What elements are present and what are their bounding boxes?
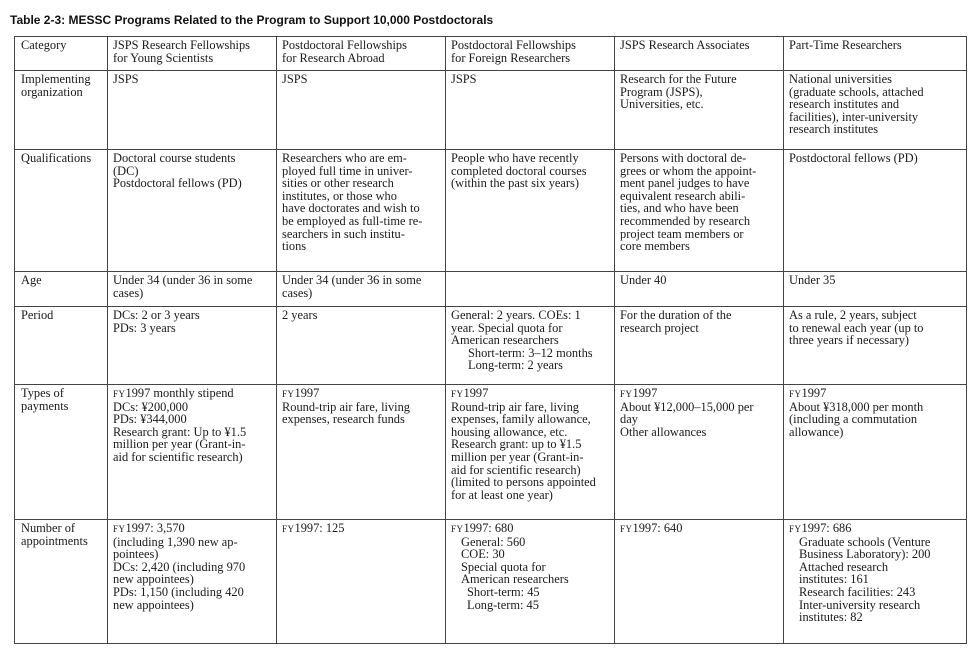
row-label-line: Qualifications bbox=[21, 151, 92, 165]
cell-text: 1997 monthly stipend bbox=[125, 386, 234, 400]
cell-line: for at least one year) bbox=[451, 487, 553, 502]
cell-line: tions bbox=[282, 239, 307, 254]
cell bbox=[784, 150, 967, 272]
cell-line: Persons with doctoral de- bbox=[620, 151, 747, 165]
header-category bbox=[15, 37, 108, 71]
header-line: Postdoctoral Fellowships bbox=[451, 38, 576, 52]
cell-line: ployed full time in univer- bbox=[282, 163, 413, 178]
row-label-implementing bbox=[15, 71, 108, 150]
row-label-appointments bbox=[15, 520, 108, 644]
cell-line bbox=[789, 522, 963, 536]
row-label-period bbox=[15, 307, 108, 385]
cell bbox=[108, 272, 277, 307]
cell-line: Under 34 (under 36 in some bbox=[113, 273, 253, 287]
cell-line bbox=[451, 387, 611, 401]
cell-line: Short-term: 45 bbox=[467, 584, 540, 599]
fy-prefix: FY bbox=[282, 524, 295, 534]
cell-line: equivalent research abili- bbox=[620, 188, 746, 203]
cell-line: Attached research bbox=[799, 559, 889, 574]
cell-line: American researchers bbox=[451, 333, 559, 348]
cell-line bbox=[789, 387, 963, 401]
cell-line: PDs: ¥344,000 bbox=[113, 412, 187, 427]
cell-line: completed doctoral courses bbox=[451, 163, 587, 178]
cell-line: COE: 30 bbox=[461, 547, 505, 562]
cell-line: new appointees) bbox=[113, 597, 194, 612]
cell-line: (including a commutation bbox=[789, 412, 918, 427]
header-line: Part-Time Researchers bbox=[789, 38, 902, 52]
cell-line bbox=[620, 387, 780, 401]
cell bbox=[277, 71, 446, 150]
cell-line: 2 years bbox=[282, 308, 318, 322]
cell-line: be employed as full-time re- bbox=[282, 213, 423, 228]
cell-line: DCs: ¥200,000 bbox=[113, 399, 189, 414]
cell-line: Doctoral course students bbox=[113, 151, 236, 165]
cell bbox=[108, 150, 277, 272]
cell bbox=[615, 307, 784, 385]
header-line: Postdoctoral Fellowships bbox=[282, 38, 407, 52]
cell-line: expenses, research funds bbox=[282, 412, 405, 427]
cell-line: research institutes and bbox=[789, 97, 900, 112]
fy-prefix: FY bbox=[282, 389, 295, 399]
cell-line: allowance) bbox=[789, 424, 844, 439]
cell-line: About ¥12,000–15,000 per bbox=[620, 399, 754, 414]
cell-line: (graduate schools, attached bbox=[789, 84, 924, 99]
cell-line: DCs: 2,420 (including 970 bbox=[113, 559, 246, 574]
cell bbox=[446, 307, 615, 385]
row-appointments bbox=[15, 520, 967, 644]
cell-line: recommended by research bbox=[620, 213, 751, 228]
cell-line: Program (JSPS), bbox=[620, 84, 703, 99]
fy-prefix: FY bbox=[451, 524, 464, 534]
header-line: JSPS Research Fellowships bbox=[113, 38, 250, 52]
cell-line: cases) bbox=[113, 285, 144, 300]
cell-text: 1997: 125 bbox=[294, 521, 345, 535]
cell-line: project team members or bbox=[620, 226, 744, 241]
cell-line: Long-term: 45 bbox=[467, 597, 539, 612]
row-label-line: Period bbox=[21, 308, 54, 322]
cell bbox=[108, 307, 277, 385]
header-category-label: Category bbox=[21, 38, 67, 52]
cell bbox=[277, 385, 446, 520]
cell-line: Under 40 bbox=[620, 273, 667, 287]
cell-line: For the duration of the bbox=[620, 308, 732, 322]
cell bbox=[784, 307, 967, 385]
cell bbox=[277, 307, 446, 385]
cell bbox=[615, 150, 784, 272]
cell-text: 1997: 3,570 bbox=[125, 521, 185, 535]
fy-prefix: FY bbox=[620, 389, 633, 399]
cell bbox=[277, 150, 446, 272]
cell-line: grees or whom the appoint- bbox=[620, 163, 757, 178]
cell-line: Under 34 (under 36 in some bbox=[282, 273, 422, 287]
cell bbox=[615, 272, 784, 307]
cell-line: sities or other research bbox=[282, 176, 394, 191]
cell-line: aid for scientific research) bbox=[451, 462, 581, 477]
cell-line: million per year (Grant-in- bbox=[113, 437, 246, 452]
cell-line: Business Laboratory): 200 bbox=[799, 547, 931, 562]
cell-line: JSPS bbox=[282, 72, 308, 86]
cell-line: As a rule, 2 years, subject bbox=[789, 308, 917, 322]
cell bbox=[615, 520, 784, 644]
cell-line: (within the past six years) bbox=[451, 176, 580, 191]
cell-line: Researchers who are em- bbox=[282, 151, 407, 165]
row-label-line: organization bbox=[21, 84, 83, 99]
cell-line: Long-term: 2 years bbox=[468, 358, 563, 373]
cell-line: have doctorates and wish to bbox=[282, 201, 420, 216]
cell-line bbox=[282, 522, 442, 536]
cell-line: Research grant: Up to ¥1.5 bbox=[113, 424, 247, 439]
cell-line: (limited to persons appointed bbox=[451, 475, 596, 490]
cell-line: to renewal each year (up to bbox=[789, 320, 924, 335]
cell-line: American researchers bbox=[461, 572, 569, 587]
row-qualifications bbox=[15, 150, 967, 272]
row-label-age bbox=[15, 272, 108, 307]
cell bbox=[446, 385, 615, 520]
programs-table bbox=[14, 36, 967, 644]
cell-text: 1997: 680 bbox=[463, 521, 514, 535]
cell bbox=[615, 385, 784, 520]
cell bbox=[784, 385, 967, 520]
cell-line: three years if necessary) bbox=[789, 333, 910, 348]
cell bbox=[784, 520, 967, 644]
cell-line: ties, and who have been bbox=[620, 201, 739, 216]
cell-line: institutes: 161 bbox=[799, 572, 869, 587]
cell bbox=[446, 520, 615, 644]
cell-line: General: 2 years. COEs: 1 bbox=[451, 308, 581, 322]
cell-line: Other allowances bbox=[620, 424, 707, 439]
header-col-2 bbox=[277, 37, 446, 71]
cell-text: 1997 bbox=[463, 386, 489, 400]
fy-prefix: FY bbox=[789, 524, 802, 534]
header-line: for Young Scientists bbox=[113, 50, 214, 65]
cell-line: Round-trip air fare, living bbox=[451, 399, 580, 414]
row-payments bbox=[15, 385, 967, 520]
table-title: Table 2-3: MESSC Programs Related to the Program to Support 10,000 Postdoctorals bbox=[10, 13, 494, 27]
cell-line: million per year (Grant-in- bbox=[451, 449, 584, 464]
cell-line: core members bbox=[620, 239, 690, 254]
cell-line: Universities, etc. bbox=[620, 97, 704, 112]
cell bbox=[446, 71, 615, 150]
header-col-4 bbox=[615, 37, 784, 71]
cell-line: expenses, family allowance, bbox=[451, 412, 591, 427]
cell-line: Special quota for bbox=[461, 559, 546, 574]
row-label-line: appointments bbox=[21, 533, 88, 548]
row-label-line: payments bbox=[21, 398, 69, 413]
fy-prefix: FY bbox=[113, 389, 126, 399]
cell-line bbox=[113, 522, 273, 536]
cell-text: 1997: 686 bbox=[801, 521, 852, 535]
cell-line: National universities bbox=[789, 72, 892, 86]
cell-line: Short-term: 3–12 months bbox=[468, 345, 593, 360]
cell-text: 1997: 640 bbox=[632, 521, 683, 535]
cell bbox=[784, 71, 967, 150]
cell-line: General: 560 bbox=[461, 534, 526, 549]
cell-text: 1997 bbox=[801, 386, 827, 400]
cell-line: Postdoctoral fellows (PD) bbox=[113, 176, 242, 191]
cell-line: cases) bbox=[282, 285, 313, 300]
cell-text: 1997 bbox=[294, 386, 320, 400]
cell-line: research institutes bbox=[789, 122, 879, 137]
cell bbox=[108, 385, 277, 520]
cell bbox=[615, 71, 784, 150]
cell-line: Research grant: up to ¥1.5 bbox=[451, 437, 582, 452]
cell-line: searchers in such institu- bbox=[282, 226, 405, 241]
cell-line: JSPS bbox=[113, 72, 139, 86]
cell-line bbox=[113, 387, 273, 401]
fy-prefix: FY bbox=[451, 389, 464, 399]
header-line: for Research Abroad bbox=[282, 50, 385, 65]
row-label-payments bbox=[15, 385, 108, 520]
row-label-line: Types of bbox=[21, 386, 64, 400]
row-label-line: Age bbox=[21, 273, 42, 287]
header-line: JSPS Research Associates bbox=[620, 38, 750, 52]
fy-prefix: FY bbox=[789, 389, 802, 399]
cell-line: institutes, or those who bbox=[282, 188, 397, 203]
cell-line: Research facilities: 243 bbox=[799, 584, 916, 599]
cell-line: (including 1,390 new ap- bbox=[113, 534, 238, 549]
header-col-5 bbox=[784, 37, 967, 71]
cell-text: 1997 bbox=[632, 386, 658, 400]
cell-line: People who have recently bbox=[451, 151, 579, 165]
header-line: for Foreign Researchers bbox=[451, 50, 571, 65]
header-col-3 bbox=[446, 37, 615, 71]
cell-line bbox=[282, 387, 442, 401]
cell-line: day bbox=[620, 412, 638, 427]
cell-line: aid for scientific research) bbox=[113, 449, 243, 464]
cell-line: ment panel judges to have bbox=[620, 176, 750, 191]
cell-line: (DC) bbox=[113, 163, 139, 178]
row-label-line: Implementing bbox=[21, 72, 91, 86]
cell-line bbox=[451, 522, 611, 536]
cell-line: About ¥318,000 per month bbox=[789, 399, 924, 414]
row-label-line: Number of bbox=[21, 521, 76, 535]
fy-prefix: FY bbox=[620, 524, 633, 534]
header-col-1 bbox=[108, 37, 277, 71]
cell-line bbox=[620, 522, 780, 536]
cell-line: year. Special quota for bbox=[451, 320, 563, 335]
cell-line: PDs: 1,150 (including 420 bbox=[113, 584, 244, 599]
cell bbox=[108, 520, 277, 644]
cell-line: JSPS bbox=[451, 72, 477, 86]
header-row bbox=[15, 37, 967, 71]
cell-line: Round-trip air fare, living bbox=[282, 399, 411, 414]
row-age bbox=[15, 272, 967, 307]
row-label-qualifications bbox=[15, 150, 108, 272]
cell-line: new appointees) bbox=[113, 572, 194, 587]
fy-prefix: FY bbox=[113, 524, 126, 534]
cell-line: facilities), inter-university bbox=[789, 109, 919, 124]
cell-empty bbox=[446, 272, 615, 307]
cell bbox=[108, 71, 277, 150]
row-implementing bbox=[15, 71, 967, 150]
cell bbox=[277, 520, 446, 644]
cell-line: Under 35 bbox=[789, 273, 836, 287]
cell bbox=[277, 272, 446, 307]
row-period bbox=[15, 307, 967, 385]
cell-line: PDs: 3 years bbox=[113, 320, 176, 335]
cell bbox=[784, 272, 967, 307]
cell-line: Inter-university research bbox=[799, 597, 921, 612]
cell-line: research project bbox=[620, 320, 699, 335]
cell bbox=[446, 150, 615, 272]
cell-line: Postdoctoral fellows (PD) bbox=[789, 151, 918, 165]
cell-line: pointees) bbox=[113, 547, 159, 562]
cell-line: institutes: 82 bbox=[799, 610, 863, 625]
cell-line: Graduate schools (Venture bbox=[799, 534, 931, 549]
cell-line: Research for the Future bbox=[620, 72, 737, 86]
cell-line: housing allowance, etc. bbox=[451, 424, 568, 439]
cell-line: DCs: 2 or 3 years bbox=[113, 308, 200, 322]
